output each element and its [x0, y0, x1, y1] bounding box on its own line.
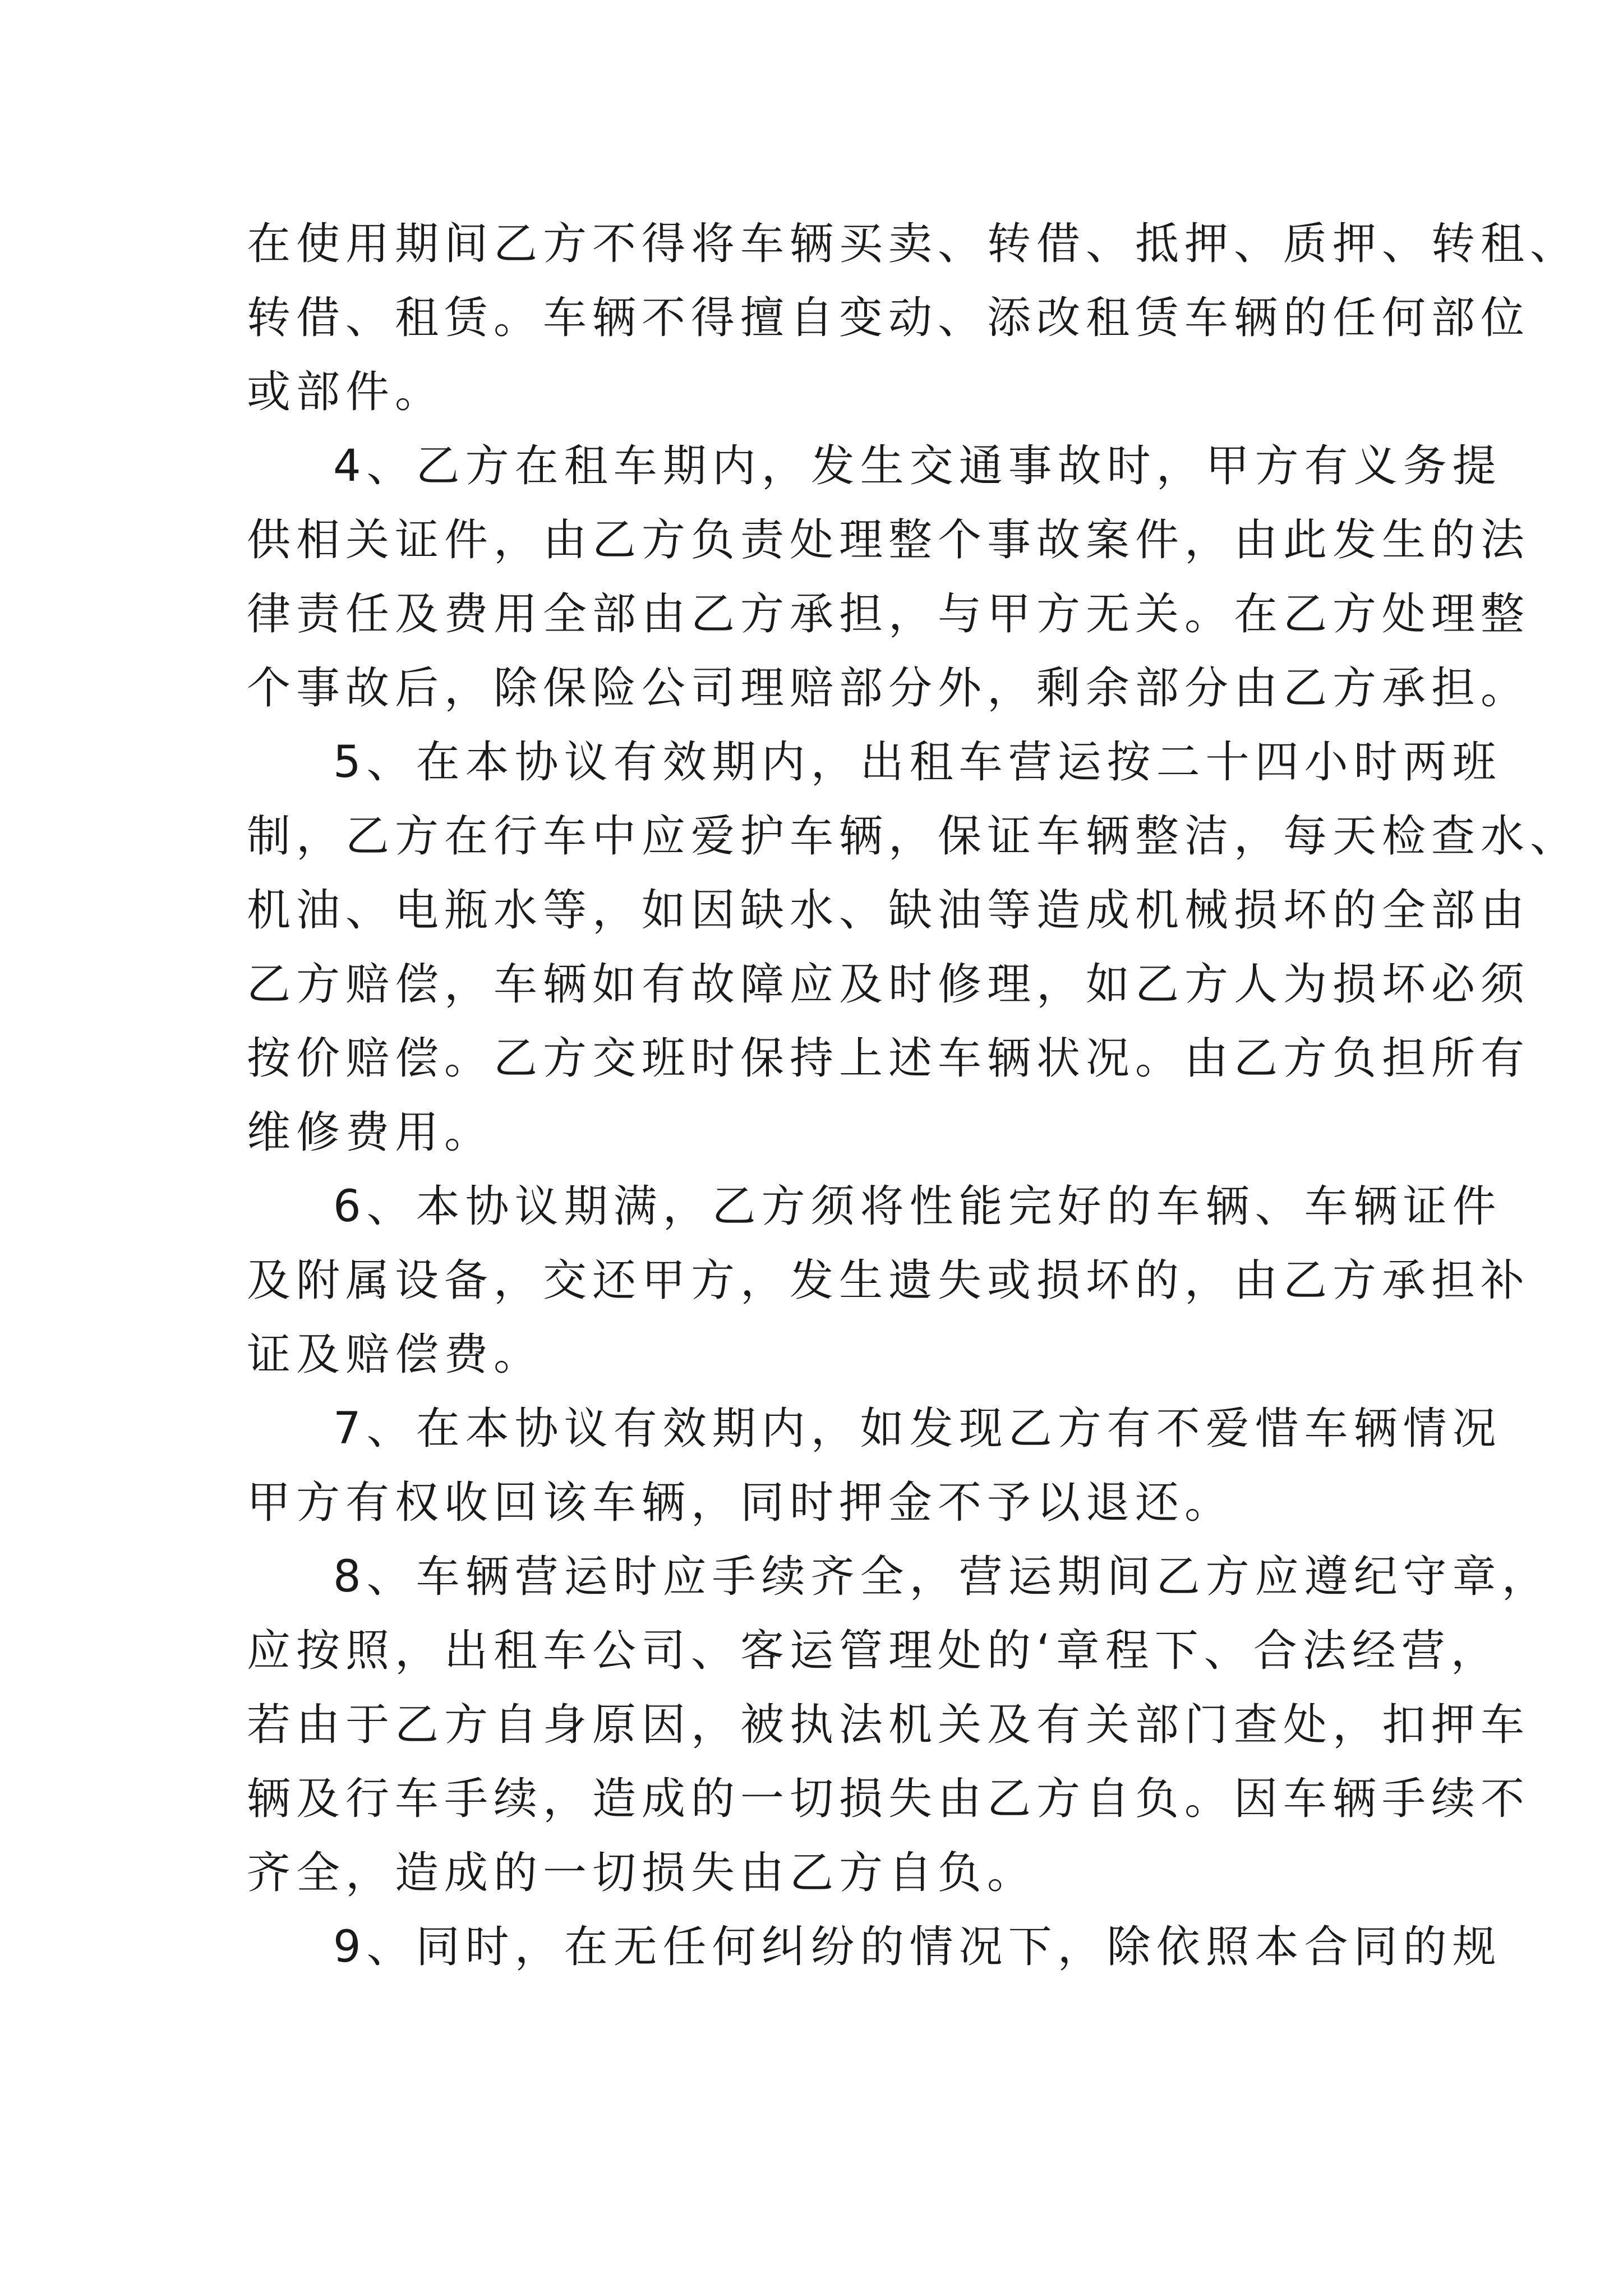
text-line: 律责任及费用全部由乙方承担，与甲方无关。在乙方处理整 [247, 589, 1530, 639]
text-line: 制，乙方在行车中应爱护车辆，保证车辆整洁，每天检查水、 [247, 811, 1580, 862]
text-line: 乙方赔偿，车辆如有故障应及时修理，如乙方人为损坏必须 [247, 959, 1530, 1010]
text-line: 按价赔偿。乙方交班时保持上述车辆状况。由乙方负担所有 [247, 1033, 1530, 1084]
text-line: 个事故后，除保险公司理赔部分外，剩余部分由乙方承担。 [247, 663, 1530, 714]
text-line: 7、在本协议有效期内，如发现乙方有不爱惜车辆情况 [333, 1404, 1502, 1454]
text-line: 4、乙方在租车期内，发生交通事故时，甲方有义务提 [333, 441, 1502, 491]
text-line: 若由于乙方自身原因，被执法机关及有关部门查处，扣押车 [247, 1700, 1530, 1750]
text-line: 供相关证件，由乙方负责处理整个事故案件，由此发生的法 [247, 515, 1530, 565]
text-line: 维修费用。 [247, 1107, 494, 1158]
text-line: 机油、电瓶水等，如因缺水、缺油等造成机械损坏的全部由 [247, 885, 1530, 936]
text-line: 甲方有权收回该车辆，同时押金不予以退还。 [247, 1478, 1234, 1528]
text-line: 应按照，出租车公司、客运管理处的‘章程下、合法经营， [247, 1626, 1500, 1676]
text-line: 5、在本协议有效期内，出租车营运按二十四小时两班 [333, 737, 1502, 788]
text-line: 证及赔偿费。 [247, 1329, 543, 1380]
text-line: 在使用期间乙方不得将车辆买卖、转借、抵押、质押、转租、 [247, 219, 1580, 269]
text-line: 或部件。 [247, 367, 445, 417]
text-line: 9、同时，在无任何纠纷的情况下，除依照本合同的规 [333, 1922, 1502, 1972]
text-line: 齐全，造成的一切损失由乙方自负。 [247, 1848, 1037, 1898]
text-line: 辆及行车手续，造成的一切损失由乙方自负。因车辆手续不 [247, 1774, 1530, 1824]
text-line: 及附属设备，交还甲方，发生遗失或损坏的，由乙方承担补 [247, 1255, 1530, 1306]
text-line: 转借、租赁。车辆不得擅自变动、添改租赁车辆的任何部位 [247, 293, 1530, 343]
text-line: 6、本协议期满，乙方须将性能完好的车辆、车辆证件 [333, 1181, 1502, 1232]
text-line: 8、车辆营运时应手续齐全，营运期间乙方应遵纪守章， [333, 1552, 1551, 1602]
